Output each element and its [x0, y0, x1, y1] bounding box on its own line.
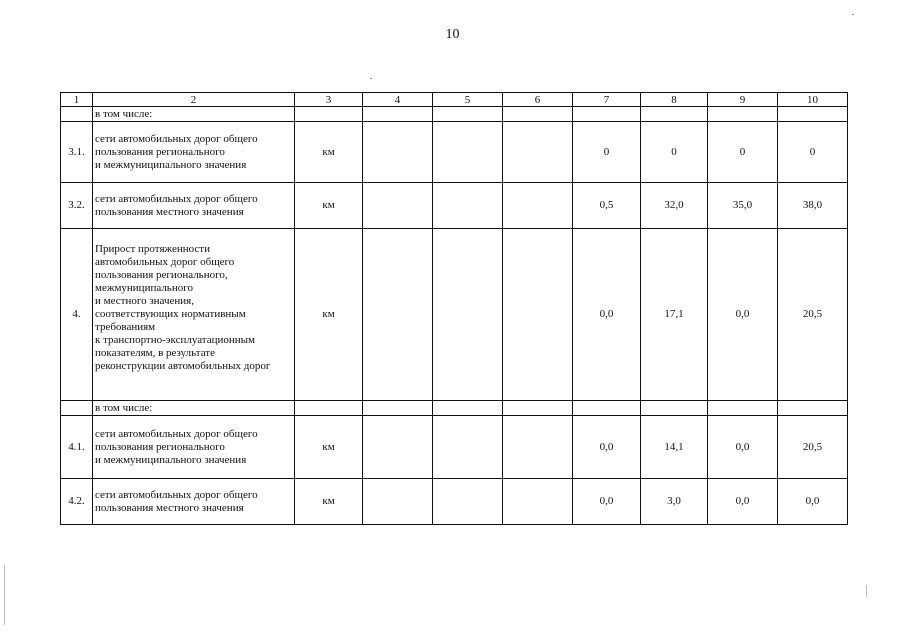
description-line: и межмуниципального значения: [95, 158, 247, 171]
value-cell-col8: 3,0: [641, 479, 708, 525]
row-number: 3.2.: [61, 183, 93, 229]
value-cell-col10: 0: [778, 122, 848, 183]
description-line: соответствующих нормативным: [95, 308, 246, 320]
description-line: пользования местного значения: [95, 205, 244, 218]
subheading-label: в том числе:: [93, 107, 295, 122]
scan-edge-mark: [866, 585, 867, 597]
value-cell-col6: [503, 122, 573, 183]
value-cell-col4: [363, 183, 433, 229]
indicators-table: [60, 92, 848, 525]
table-body: [61, 93, 848, 525]
value-cell-col6: [503, 183, 573, 229]
description-line: показателям, в результате: [95, 347, 215, 359]
row-number: 4.1.: [61, 416, 93, 479]
value-cell-col7: 0,5: [573, 183, 641, 229]
description-line: к транспортно-эксплуатационным: [95, 334, 256, 346]
scan-speck: [852, 14, 854, 15]
value-cell-col6: [503, 229, 573, 401]
column-number: 8: [641, 93, 708, 107]
unit-cell: км: [295, 122, 363, 183]
description-line: Прирост протяженности: [95, 243, 210, 255]
description-line: и межмуниципального значения: [95, 453, 247, 466]
column-number: 3: [295, 93, 363, 107]
column-number: 7: [573, 93, 641, 107]
value-cell-col8: 14,1: [641, 416, 708, 479]
value-cell-col10: 38,0: [778, 183, 848, 229]
unit-cell: км: [295, 479, 363, 525]
column-number: 1: [61, 93, 93, 107]
row-description: [93, 229, 295, 401]
column-number: 6: [503, 93, 573, 107]
column-number: 2: [93, 93, 295, 107]
column-number: 4: [363, 93, 433, 107]
value-cell-col8: 32,0: [641, 183, 708, 229]
value-cell-col4: [363, 122, 433, 183]
value-cell-col7: 0,0: [573, 229, 641, 401]
unit-cell: км: [295, 229, 363, 401]
value-cell-col10: 0,0: [778, 479, 848, 525]
description-line: пользования регионального: [95, 145, 225, 158]
value-cell-col5: [433, 122, 503, 183]
value-cell-col9: 0: [708, 122, 778, 183]
subheading-label: в том числе:: [93, 401, 295, 416]
column-number: 5: [433, 93, 503, 107]
value-cell-col7: 0,0: [573, 479, 641, 525]
scan-edge-mark: [4, 565, 5, 625]
value-cell-col10: 20,5: [778, 416, 848, 479]
scan-speck: [370, 78, 372, 79]
unit-cell: км: [295, 416, 363, 479]
row-description: [93, 183, 295, 229]
value-cell-col8: 17,1: [641, 229, 708, 401]
value-cell-col5: [433, 416, 503, 479]
description-line: сети автомобильных дорог общего: [95, 488, 258, 501]
description-line: пользования местного значения: [95, 501, 244, 514]
description-line: сети автомобильных дорог общего: [95, 427, 258, 440]
value-cell-col5: [433, 183, 503, 229]
description-line: требованиям: [95, 321, 156, 333]
row-number: 4.2.: [61, 479, 93, 525]
description-line: и местного значения,: [95, 295, 194, 307]
value-cell-col4: [363, 416, 433, 479]
description-line: пользования регионального: [95, 440, 225, 453]
unit-cell: км: [295, 183, 363, 229]
row-description: [93, 416, 295, 479]
value-cell-col7: 0: [573, 122, 641, 183]
column-number: 9: [708, 93, 778, 107]
value-cell-col4: [363, 479, 433, 525]
table-row: [61, 416, 848, 479]
value-cell-col5: [433, 229, 503, 401]
value-cell-col8: 0: [641, 122, 708, 183]
value-cell-col10: 20,5: [778, 229, 848, 401]
description-line: межмуниципального: [95, 282, 193, 294]
description-line: пользования регионального,: [95, 269, 228, 281]
row-description: [93, 479, 295, 525]
description-line: сети автомобильных дорог общего: [95, 132, 258, 145]
row-description: [93, 122, 295, 183]
subheading-row: [61, 401, 848, 416]
description-line: автомобильных дорог общего: [95, 256, 235, 268]
value-cell-col9: 0,0: [708, 479, 778, 525]
value-cell-col9: 0,0: [708, 416, 778, 479]
table-row: [61, 183, 848, 229]
column-number: 10: [778, 93, 848, 107]
row-number: 3.1.: [61, 122, 93, 183]
table-row: [61, 122, 848, 183]
value-cell-col9: 35,0: [708, 183, 778, 229]
value-cell-col4: [363, 229, 433, 401]
value-cell-col5: [433, 479, 503, 525]
row-number: 4.: [61, 229, 93, 401]
subheading-row: [61, 107, 848, 122]
table-row: [61, 229, 848, 401]
value-cell-col7: 0,0: [573, 416, 641, 479]
column-number-row: [61, 93, 848, 107]
value-cell-col6: [503, 416, 573, 479]
description-line: реконструкции автомобильных дорог: [95, 360, 271, 372]
value-cell-col6: [503, 479, 573, 525]
value-cell-col9: 0,0: [708, 229, 778, 401]
table-row: [61, 479, 848, 525]
page-number: 10: [445, 27, 460, 42]
description-line: сети автомобильных дорог общего: [95, 192, 258, 205]
